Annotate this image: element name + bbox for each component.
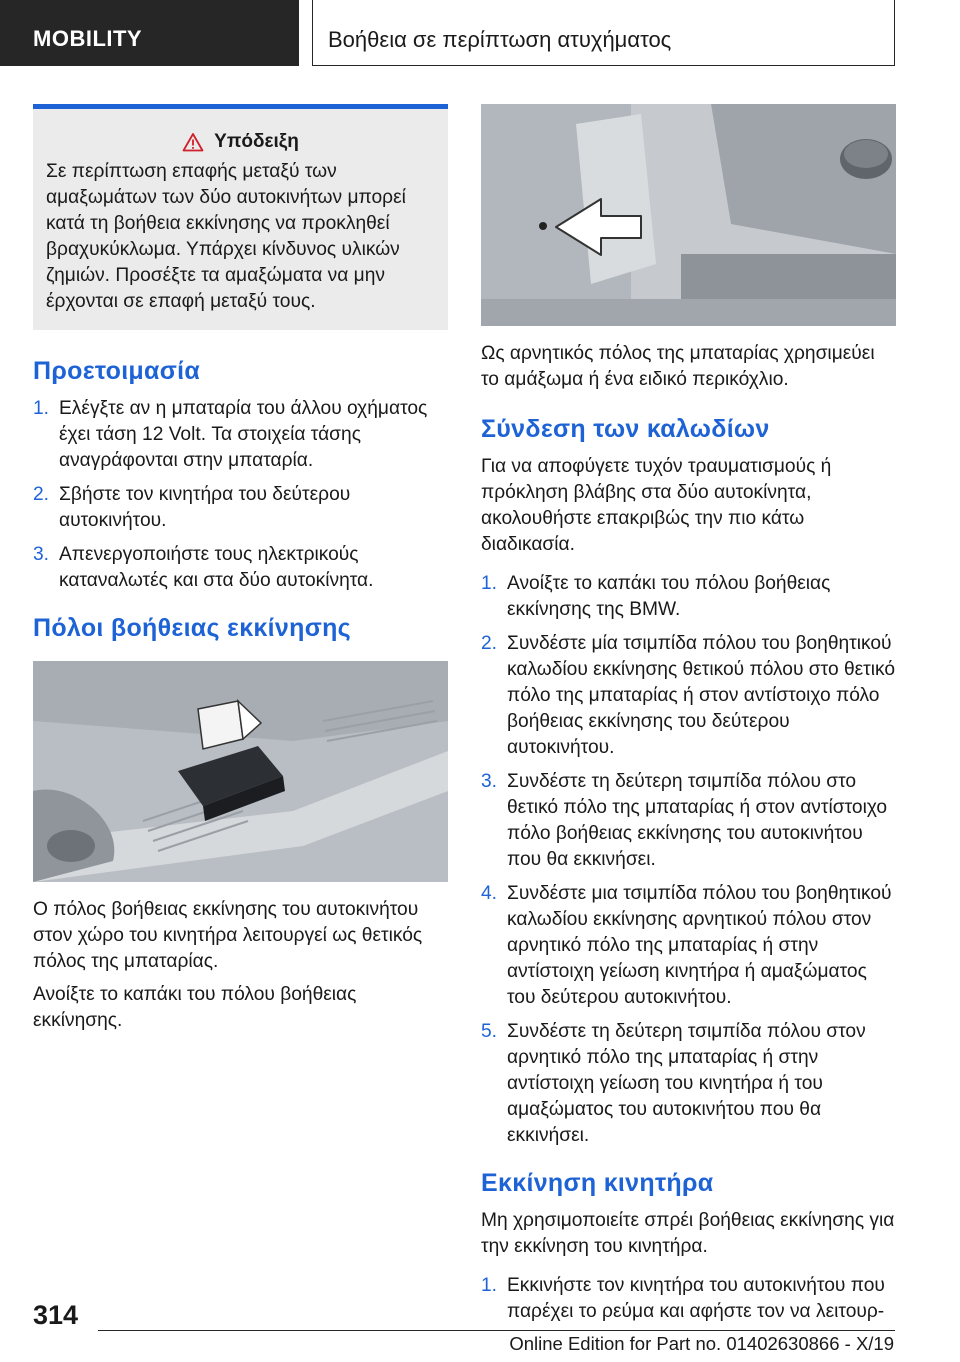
header-section-label: MOBILITY (33, 26, 143, 51)
engine-start-steps (481, 1273, 896, 1325)
step-text: Συνδέστε τη δεύτερη τσιμπίδα πόλου στο θετικό πόλο της μπαταρίας ή στον αντίστοιχο πόλο βοήθειας εκκίνησης του αυτοκινήτου που θα εκκινήσει. (507, 771, 888, 870)
list-item (481, 631, 896, 761)
page-number: 314 (33, 1300, 79, 1330)
warning-title (46, 131, 435, 153)
preparation-steps (33, 396, 448, 594)
right-column (481, 104, 896, 1333)
step-text: Ελέγξτε αν η μπαταρία του άλλου οχήματος έχει τάση 12 Volt. Τα στοιχεία τάσης αναγράφονται στην μπαταρία. (59, 398, 428, 471)
step-text: Συνδέστε τη δεύτερη τσιμπίδα πόλου στον αρνητικό πόλο της μπαταρίας ή στην αντίστοιχη γείωση του κινητήρα ή του αμαξώματος του αυτοκινήτου που θα εκκινήσει. (507, 1021, 866, 1146)
left-column (33, 104, 448, 1041)
step-text: Απενεργοποιήστε τους ηλεκτρικούς καταναλωτές και στα δύο αυτοκίνητα. (59, 544, 374, 591)
cables-heading: Σύνδεση των καλωδίων (481, 415, 770, 443)
jump-start-terminal-photo (33, 661, 448, 882)
header-chapter-label: Βοήθεια σε περίπτωση ατυχήματος (328, 27, 672, 52)
poles-caption-1: Ο πόλος βοήθειας εκκίνησης του αυτοκινήτου στον χώρο του κινητήρα λειτουργεί ως θετικός πόλος της μπαταρίας. (33, 899, 423, 972)
step-text: Συνδέστε μία τσιμπίδα πόλου του βοηθητικού καλωδίου εκκίνησης θετικού πόλου στο θετικό πόλο της μπαταρίας ή στον αντίστοιχο πόλο βοήθειας εκκίνησης του δεύτερου αυτοκινήτου. (507, 633, 896, 758)
footer-divider (98, 1330, 895, 1331)
footer-edition: Online Edition for Part no. 01402630866 - X/19 (509, 1333, 894, 1354)
engine-start-heading: Εκκίνηση κινητήρα (481, 1169, 714, 1197)
list-item (481, 571, 896, 623)
list-item (481, 1273, 896, 1325)
step-number: 3. (33, 544, 50, 565)
list-item (481, 1019, 896, 1149)
header-section-tab (0, 0, 299, 66)
warning-title-text: Υπόδειξη (214, 131, 299, 152)
step-number: 1. (481, 573, 498, 594)
step-number: 2. (481, 633, 498, 654)
list-item (33, 542, 448, 594)
step-number: 1. (481, 1275, 498, 1296)
warning-box (33, 104, 448, 330)
step-text: Σβήστε τον κινητήρα του δεύτερου αυτοκινήτου. (59, 484, 351, 531)
poles-caption-3: Ως αρνητικός πόλος της μπαταρίας χρησιμεύει το αμάξωμα ή ένα ειδικό περικόχλιο. (481, 343, 875, 390)
step-text: Ανοίξτε το καπάκι του πόλου βοήθειας εκκίνησης της BMW. (507, 573, 831, 620)
step-text: Εκκινήστε τον κινητήρα του αυτοκινήτου που παρέχει το ρεύμα και αφήστε τον να λειτουρ- (507, 1275, 885, 1322)
preparation-heading: Προετοιμασία (33, 357, 201, 385)
step-number: 3. (481, 771, 498, 792)
step-number: 5. (481, 1021, 498, 1042)
ground-nut-photo (481, 104, 896, 326)
list-item (481, 769, 896, 873)
step-text: Συνδέστε μια τσιμπίδα πόλου του βοηθητικού καλωδίου εκκίνησης αρνητικού πόλου στον αρνητικό πόλο της μπαταρίας ή στην αντίστοιχη γείωση κινητήρα ή αμαξώματος του δεύτερου αυτοκινήτου. (507, 883, 892, 1008)
step-number: 1. (33, 398, 50, 419)
poles-heading: Πόλοι βοήθειας εκκίνησης (33, 614, 351, 642)
step-number: 4. (481, 883, 498, 904)
header-chapter-tab (312, 0, 895, 66)
cables-steps (481, 571, 896, 1149)
cables-intro: Για να αποφύγετε τυχόν τραυματισμούς ή πρόκληση βλάβης στα δύο αυτοκίνητα, ακολουθήστε επακριβώς την πιο κάτω διαδικασία. (481, 456, 832, 555)
engine-start-intro: Μη χρησιμοποιείτε σπρέι βοήθειας εκκίνησης για την εκκίνηση του κινητήρα. (481, 1210, 895, 1257)
step-number: 2. (33, 484, 50, 505)
poles-caption-2: Ανοίξτε το καπάκι του πόλου βοήθειας εκκίνησης. (33, 984, 357, 1031)
list-item (33, 396, 448, 474)
warning-triangle-icon (182, 132, 204, 152)
list-item (33, 482, 448, 534)
warning-text: Σε περίπτωση επαφής μεταξύ των αμαξωμάτων των δύο αυτοκινήτων μπορεί κατά τη βοήθεια εκκίνησης να προκληθεί βραχυκύκλωμα. Υπάρχει κίνδυνος υλικών ζημιών. Προσέξτε τα αμαξώματα να μην έρχονται σε επαφή μεταξύ τους. (46, 161, 406, 312)
list-item (481, 881, 896, 1011)
